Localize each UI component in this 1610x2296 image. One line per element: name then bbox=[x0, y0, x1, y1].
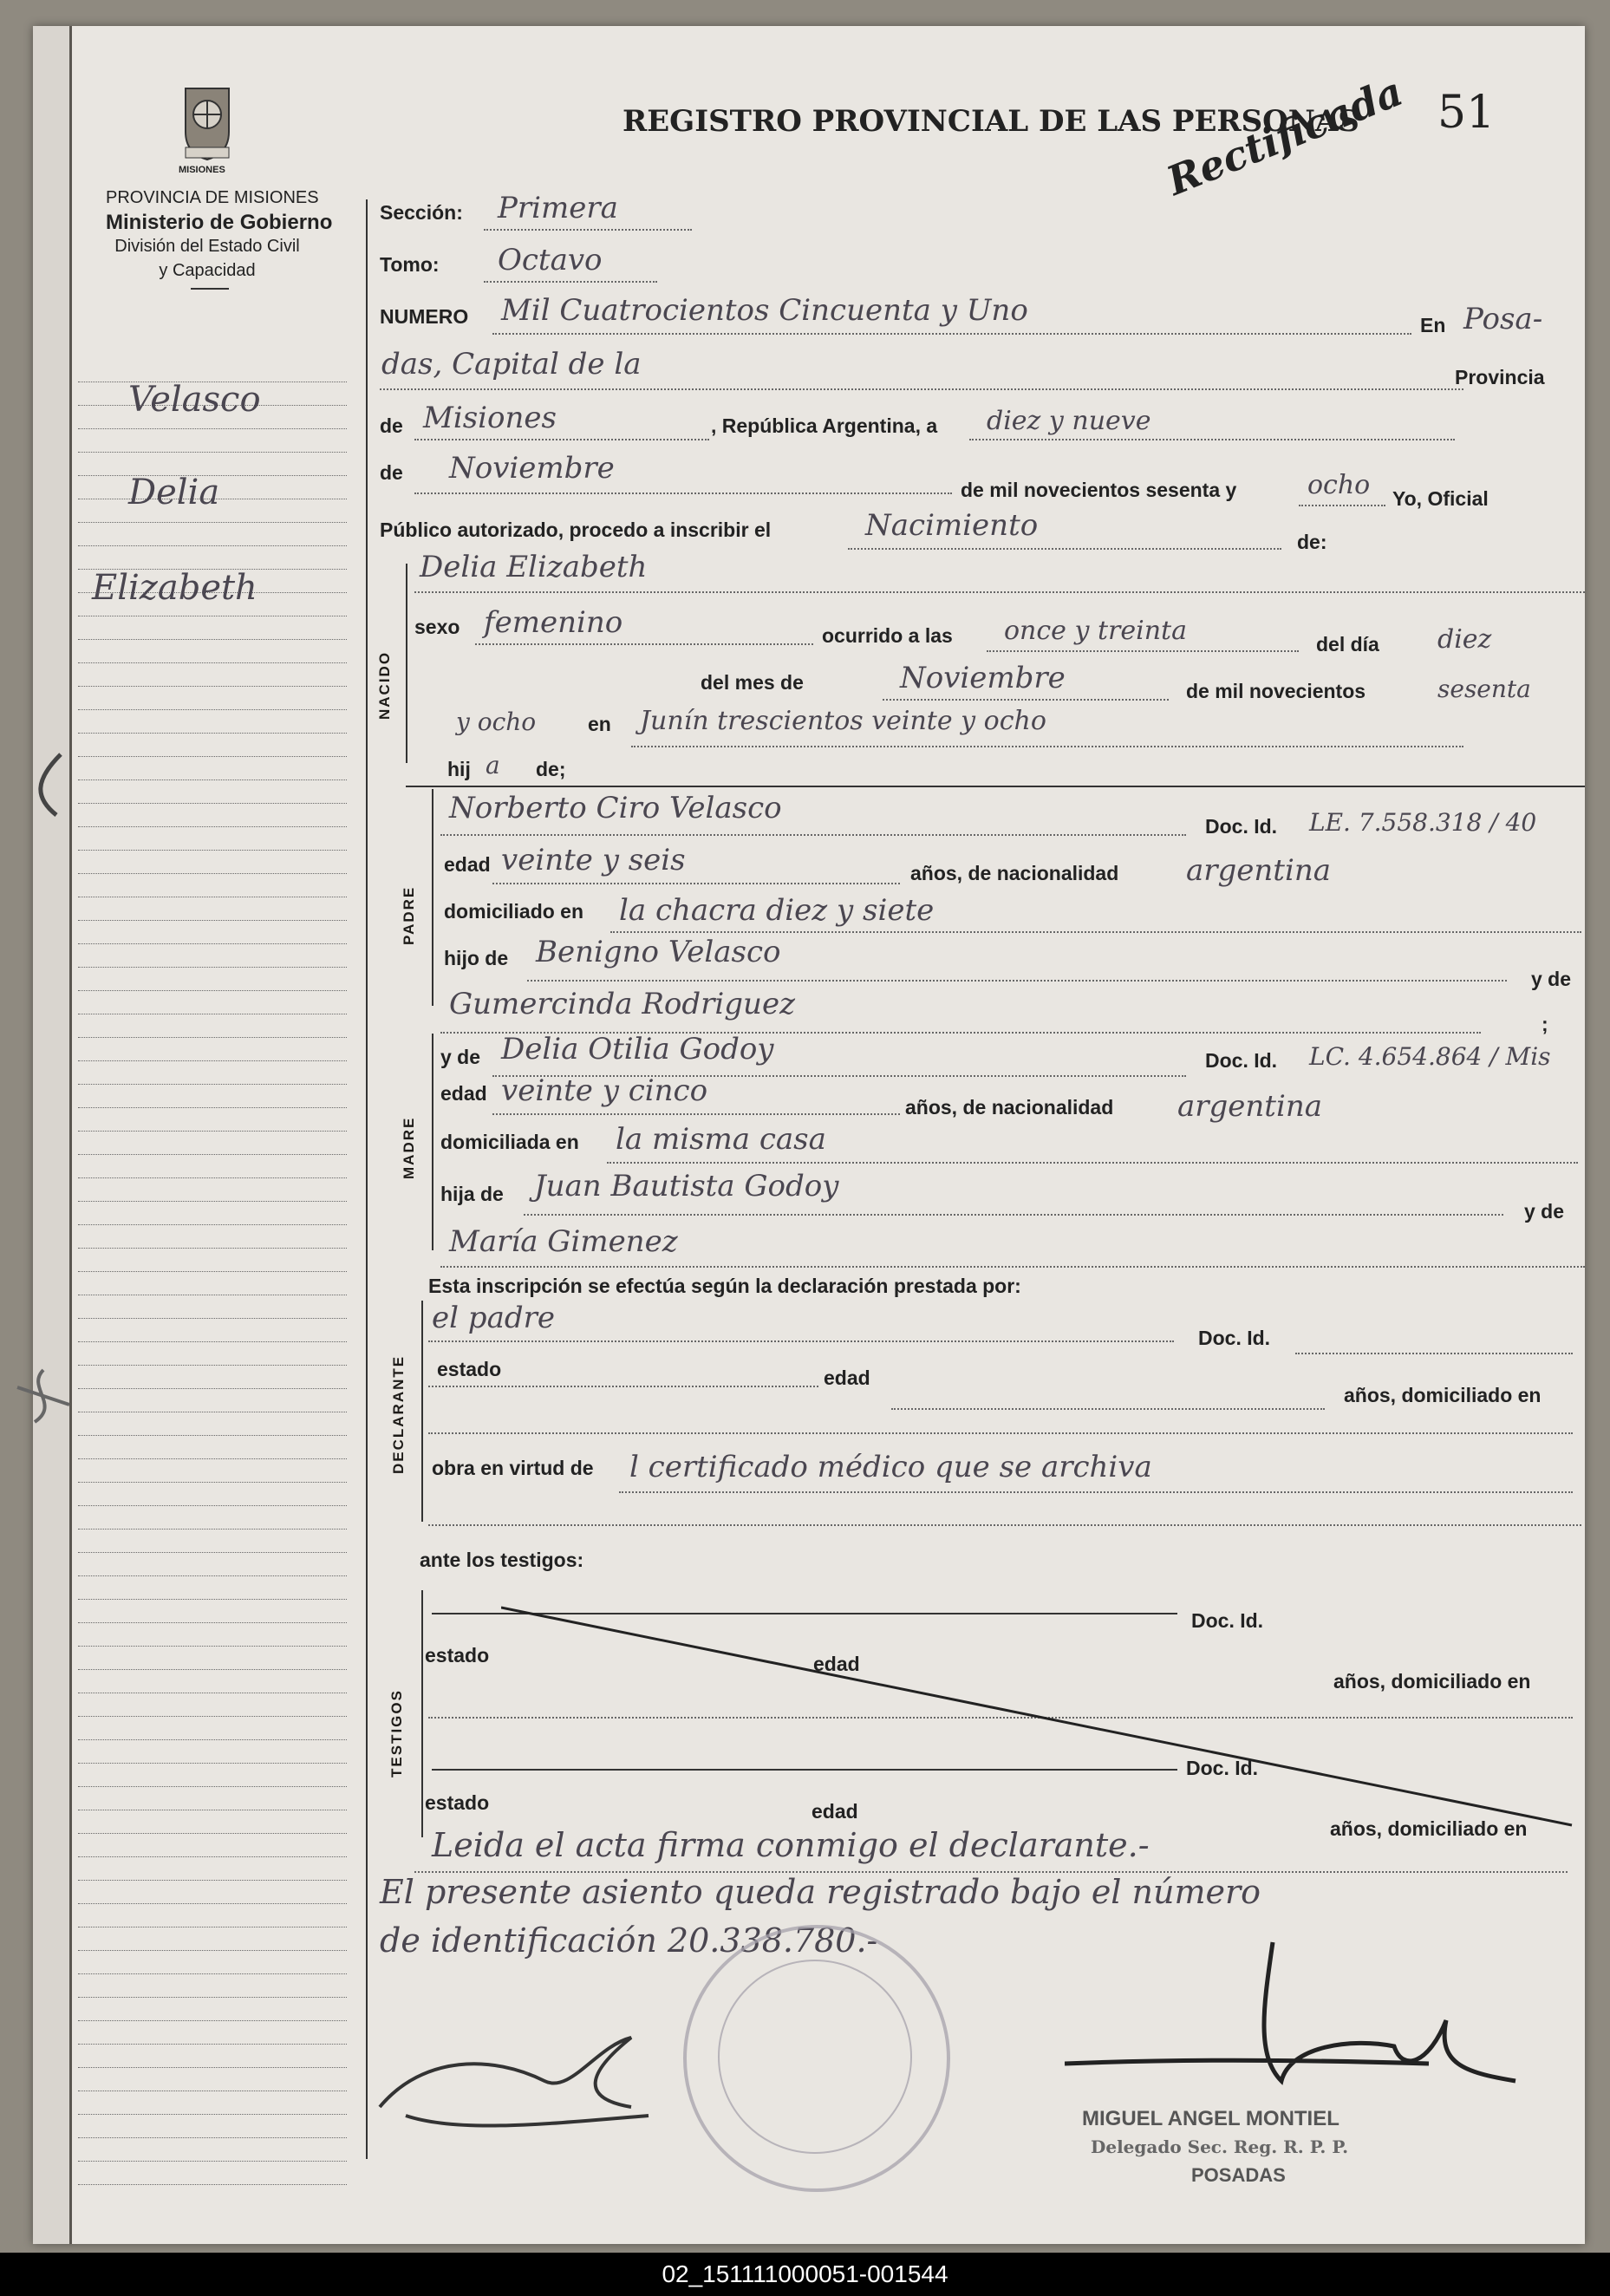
margin-rule bbox=[78, 639, 347, 640]
madre-doc-value: LC. 4.654.864 / Mis bbox=[1309, 1042, 1551, 1071]
folio-number: 51 bbox=[1437, 87, 1496, 139]
hora-line bbox=[987, 650, 1299, 652]
margin-rule bbox=[78, 428, 347, 429]
official-stamp-inner bbox=[718, 1960, 912, 2154]
publico-label: Público autorizado, procedo a inscribir el bbox=[380, 519, 772, 541]
madre-dom-value: la misma casa bbox=[616, 1122, 826, 1157]
closing-line1: Leida el acta firma conmigo el declarante.- bbox=[432, 1826, 1150, 1864]
madre-father-line bbox=[524, 1214, 1503, 1216]
city-part1: Posa- bbox=[1463, 302, 1543, 336]
margin-name2: Elizabeth bbox=[92, 568, 257, 608]
dia-value: diez bbox=[1437, 624, 1492, 655]
nacido-section-label: NACIDO bbox=[376, 650, 393, 720]
province-heading: PROVINCIA DE MISIONES bbox=[106, 188, 319, 207]
margin-rule bbox=[78, 2044, 347, 2045]
margin-rule bbox=[78, 2114, 347, 2115]
de-label: de bbox=[380, 414, 403, 437]
republica-label: , República Argentina, a bbox=[711, 414, 938, 437]
page-title: REGISTRO PROVINCIAL DE LAS PERSONAS bbox=[622, 104, 1359, 139]
testigos-section-label: TESTIGOS bbox=[388, 1689, 405, 1777]
padre-section-label: PADRE bbox=[401, 885, 417, 945]
obra-line bbox=[619, 1491, 1573, 1493]
nacido-bottom-rule bbox=[406, 786, 1585, 787]
main-border bbox=[366, 199, 368, 2159]
provincia-label: Provincia bbox=[1455, 366, 1545, 388]
margin-rule bbox=[78, 2067, 347, 2068]
declarante-estado-label: estado bbox=[437, 1358, 502, 1380]
margin-rule bbox=[78, 1084, 347, 1085]
declarante-dom-line bbox=[428, 1432, 1573, 1434]
register-page bbox=[33, 26, 1585, 2244]
sexo-line bbox=[475, 643, 813, 645]
margin-rule bbox=[78, 967, 347, 968]
padre-doc-value: LE. 7.558.318 / 40 bbox=[1309, 808, 1537, 837]
binding-stitches bbox=[9, 746, 78, 1786]
void-cross-line bbox=[501, 1604, 1576, 1830]
padre-dom-line bbox=[610, 931, 1581, 933]
official-label: Yo, Oficial bbox=[1392, 487, 1489, 510]
margin-rule bbox=[78, 1739, 347, 1740]
margin-rule bbox=[78, 1435, 347, 1436]
padre-yde-label: y de bbox=[1531, 968, 1572, 990]
mes-value: Noviembre bbox=[900, 661, 1066, 695]
madre-border bbox=[432, 1034, 433, 1250]
de-label-nacido: de; bbox=[536, 758, 566, 780]
act-type-line bbox=[848, 548, 1281, 550]
declarante-estado-line bbox=[428, 1386, 818, 1387]
margin-rule bbox=[78, 1716, 347, 1717]
padre-father-line bbox=[527, 980, 1507, 982]
declarante-border bbox=[421, 1301, 423, 1522]
madre-dom-line bbox=[607, 1162, 1578, 1164]
city-line bbox=[380, 388, 1463, 390]
numero-line bbox=[492, 333, 1411, 335]
declarante-edad-label: edad bbox=[824, 1367, 870, 1389]
margin-rule bbox=[78, 1997, 347, 1998]
margin-rule bbox=[78, 1856, 347, 1857]
margin-rule bbox=[78, 709, 347, 710]
mes-label: del mes de bbox=[701, 671, 804, 694]
margin-rule bbox=[78, 1482, 347, 1483]
ocurrido-label: ocurrido a las bbox=[822, 624, 953, 647]
margin-rule bbox=[78, 1552, 347, 1553]
padre-mother: Gumercinda Rodriguez bbox=[449, 987, 795, 1021]
lugar-line bbox=[631, 746, 1463, 747]
padre-nac-value: argentina bbox=[1186, 853, 1332, 888]
nacido-name-line bbox=[414, 591, 1585, 593]
margin-rule bbox=[78, 1201, 347, 1202]
padre-border bbox=[432, 789, 433, 1006]
testigo2-edad-label: edad bbox=[812, 1800, 858, 1823]
margin-rule bbox=[78, 1903, 347, 1904]
madre-edad-line bbox=[492, 1113, 900, 1115]
margin-surname: Velasco bbox=[128, 380, 261, 420]
closing-line3: de identificación 20.338.780.- bbox=[380, 1921, 878, 1960]
margin-rule bbox=[78, 686, 347, 687]
madre-yde-label: y de bbox=[440, 1046, 481, 1068]
day-line bbox=[969, 439, 1455, 440]
declarant-signature-icon bbox=[371, 2020, 675, 2142]
province-line bbox=[414, 439, 709, 440]
madre-dom-label: domiciliada en bbox=[440, 1131, 579, 1153]
margin-rule bbox=[78, 1107, 347, 1108]
de-label-2: de bbox=[380, 461, 403, 484]
division-heading: División del Estado Civil bbox=[114, 237, 300, 256]
margin-rule bbox=[78, 2020, 347, 2021]
padre-edad-value: veinte y seis bbox=[501, 843, 686, 877]
margin-rule bbox=[78, 1060, 347, 1061]
margin-rule bbox=[78, 1622, 347, 1623]
year-line bbox=[1299, 505, 1385, 506]
month-line bbox=[414, 492, 952, 494]
month-value: Noviembre bbox=[449, 451, 615, 486]
margin-rule bbox=[78, 2184, 347, 2185]
margin-rule bbox=[78, 1458, 347, 1459]
padre-edad-line bbox=[492, 883, 900, 884]
tomo-label: Tomo: bbox=[380, 253, 440, 276]
tomo-line bbox=[484, 281, 657, 283]
en-label-nacido: en bbox=[588, 713, 611, 735]
obra-value: l certificado médico que se archiva bbox=[629, 1450, 1152, 1484]
madre-nac-value: argentina bbox=[1177, 1089, 1323, 1124]
numero-value: Mil Cuatrocientos Cincuenta y Uno bbox=[501, 293, 1028, 328]
lugar-value: Junín trescientos veinte y ocho bbox=[640, 706, 1046, 736]
margin-rule bbox=[78, 1529, 347, 1530]
margin-rule bbox=[78, 733, 347, 734]
margin-rule bbox=[78, 920, 347, 921]
padre-hijo-label: hijo de bbox=[444, 947, 509, 969]
margin-rule bbox=[78, 1833, 347, 1834]
margin-rule bbox=[78, 803, 347, 804]
madre-hija-label: hija de bbox=[440, 1183, 504, 1205]
obra-label: obra en virtud de bbox=[432, 1457, 594, 1479]
margin-rule bbox=[78, 522, 347, 523]
seccion-value: Primera bbox=[498, 191, 618, 225]
testigos-intro: ante los testigos: bbox=[420, 1549, 584, 1571]
margin-rule bbox=[78, 1271, 347, 1272]
margin-rule bbox=[78, 1224, 347, 1225]
image-id-strip: 02_151111000051-001544 bbox=[0, 2253, 1610, 2296]
nacido-border bbox=[406, 564, 407, 763]
mes-line bbox=[883, 699, 1169, 701]
madre-mother-line bbox=[440, 1266, 1585, 1268]
province-seal-icon bbox=[177, 80, 238, 162]
margin-rule bbox=[78, 1669, 347, 1670]
margin-rule bbox=[78, 1505, 347, 1506]
padre-dom-label: domiciliado en bbox=[444, 900, 584, 923]
seal-label: MISIONES bbox=[179, 165, 225, 175]
margin-rule bbox=[78, 873, 347, 874]
padre-name-line bbox=[440, 834, 1186, 836]
margin-rule bbox=[78, 1763, 347, 1764]
closing-line2: El presente asiento queda registrado bajo el número bbox=[380, 1873, 1261, 1911]
capacity-heading: y Capacidad bbox=[159, 261, 256, 280]
margin-rule bbox=[78, 1950, 347, 1951]
madre-name: Delia Otilia Godoy bbox=[501, 1032, 774, 1066]
act-type-value: Nacimiento bbox=[865, 508, 1039, 543]
padre-semicolon: ; bbox=[1542, 1013, 1548, 1035]
madre-section-label: MADRE bbox=[401, 1116, 417, 1179]
padre-doc-label: Doc. Id. bbox=[1205, 815, 1278, 838]
declarante-intro: Esta inscripción se efectúa según la declaración prestada por: bbox=[428, 1275, 1021, 1297]
hij-suffix: a bbox=[486, 751, 500, 779]
margin-rule bbox=[78, 1388, 347, 1389]
margin-name1: Delia bbox=[128, 473, 220, 512]
testigo1-estado-label: estado bbox=[425, 1644, 490, 1667]
padre-nac-label: años, de nacionalidad bbox=[910, 862, 1119, 884]
ministry-heading: Ministerio de Gobierno bbox=[106, 211, 333, 234]
declarante-name-line bbox=[428, 1340, 1174, 1342]
margin-rule bbox=[78, 2137, 347, 2138]
padre-dom-value: la chacra diez y siete bbox=[619, 893, 935, 928]
year-label-nacido: de mil novecientos bbox=[1186, 680, 1366, 702]
padre-father: Benigno Velasco bbox=[536, 935, 781, 969]
margin-rule bbox=[78, 452, 347, 453]
margin-rule bbox=[78, 1599, 347, 1600]
margin-rule bbox=[78, 1786, 347, 1787]
margin-rule bbox=[78, 850, 347, 851]
nacido-name: Delia Elizabeth bbox=[420, 550, 648, 584]
sexo-label: sexo bbox=[414, 616, 460, 638]
numero-label: NUMERO bbox=[380, 305, 469, 328]
testigos-border bbox=[421, 1590, 423, 1837]
testigo1-anos-label: años, domiciliado en bbox=[1333, 1670, 1531, 1693]
testigo2-doc-label: Doc. Id. bbox=[1186, 1757, 1259, 1779]
margin-rule bbox=[78, 1973, 347, 1974]
official-name: MIGUEL ANGEL MONTIEL bbox=[1082, 2107, 1339, 2130]
city-part2: das, Capital de la bbox=[381, 347, 642, 382]
seccion-label: Sección: bbox=[380, 201, 463, 224]
year-label: de mil novecientos sesenta y bbox=[961, 479, 1237, 501]
margin-rule bbox=[78, 1365, 347, 1366]
seccion-line bbox=[484, 229, 692, 231]
tomo-value: Octavo bbox=[498, 243, 603, 277]
testigo2-estado-label: estado bbox=[425, 1791, 490, 1814]
margin-rule bbox=[78, 1154, 347, 1155]
padre-name: Norberto Ciro Velasco bbox=[449, 791, 782, 825]
declarante-doc-label: Doc. Id. bbox=[1198, 1327, 1271, 1349]
margin-rule bbox=[78, 1248, 347, 1249]
declarante-edad-line bbox=[891, 1408, 1325, 1410]
margin-rule bbox=[78, 545, 347, 546]
margin-rule bbox=[78, 826, 347, 827]
year-value-1: sesenta bbox=[1437, 675, 1531, 703]
declarante-section-label: DECLARANTE bbox=[390, 1354, 407, 1474]
margin-rule bbox=[78, 1646, 347, 1647]
de-colon-label: de: bbox=[1297, 531, 1327, 553]
declarante-doc-line bbox=[1295, 1353, 1573, 1354]
year-value-2: y ocho bbox=[456, 708, 537, 736]
margin-rule bbox=[78, 1341, 347, 1342]
divider bbox=[191, 288, 229, 290]
madre-edad-label: edad bbox=[440, 1082, 487, 1105]
declarante-name: el padre bbox=[432, 1301, 555, 1335]
padre-edad-label: edad bbox=[444, 853, 491, 876]
testigo2-anos-label: años, domiciliado en bbox=[1330, 1817, 1528, 1840]
margin-rule bbox=[78, 662, 347, 663]
day-value: diez y nueve bbox=[987, 406, 1151, 436]
en-label: En bbox=[1420, 314, 1446, 336]
declarante-anos-label: años, domiciliado en bbox=[1344, 1384, 1542, 1406]
official-signature-icon bbox=[1065, 1934, 1533, 2107]
sexo-value: femenino bbox=[484, 605, 623, 640]
margin-rule bbox=[78, 943, 347, 944]
official-role: Delegado Sec. Reg. R. P. P. bbox=[1091, 2136, 1349, 2157]
year-value: ocho bbox=[1307, 470, 1371, 500]
testigo1-edad-label: edad bbox=[813, 1653, 860, 1675]
madre-edad-value: veinte y cinco bbox=[501, 1073, 708, 1108]
margin-rule bbox=[78, 779, 347, 780]
madre-nac-label: años, de nacionalidad bbox=[905, 1096, 1114, 1119]
margin-rule bbox=[78, 1177, 347, 1178]
hij-label: hij bbox=[447, 758, 471, 780]
testigo1-doc-label: Doc. Id. bbox=[1191, 1609, 1264, 1632]
del-dia-label: del día bbox=[1316, 633, 1379, 656]
madre-yde2-label: y de bbox=[1524, 1200, 1565, 1223]
margin-rule bbox=[78, 1575, 347, 1576]
hora-value: once y treinta bbox=[1004, 616, 1187, 646]
margin-rule bbox=[78, 990, 347, 991]
madre-doc-label: Doc. Id. bbox=[1205, 1049, 1278, 1072]
margin-note: Rectificada bbox=[1160, 68, 1410, 205]
margin-rule bbox=[78, 2161, 347, 2162]
province-value: Misiones bbox=[423, 401, 557, 435]
margin-rule bbox=[78, 1880, 347, 1881]
madre-mother: María Gimenez bbox=[449, 1224, 678, 1259]
margin-rule bbox=[78, 756, 347, 757]
declarante-bottom-line bbox=[428, 1524, 1581, 1526]
margin-rule bbox=[78, 1131, 347, 1132]
madre-father: Juan Bautista Godoy bbox=[534, 1169, 839, 1203]
margin-rule bbox=[78, 1037, 347, 1038]
official-city: POSADAS bbox=[1191, 2164, 1286, 2186]
margin-rule bbox=[78, 1318, 347, 1319]
